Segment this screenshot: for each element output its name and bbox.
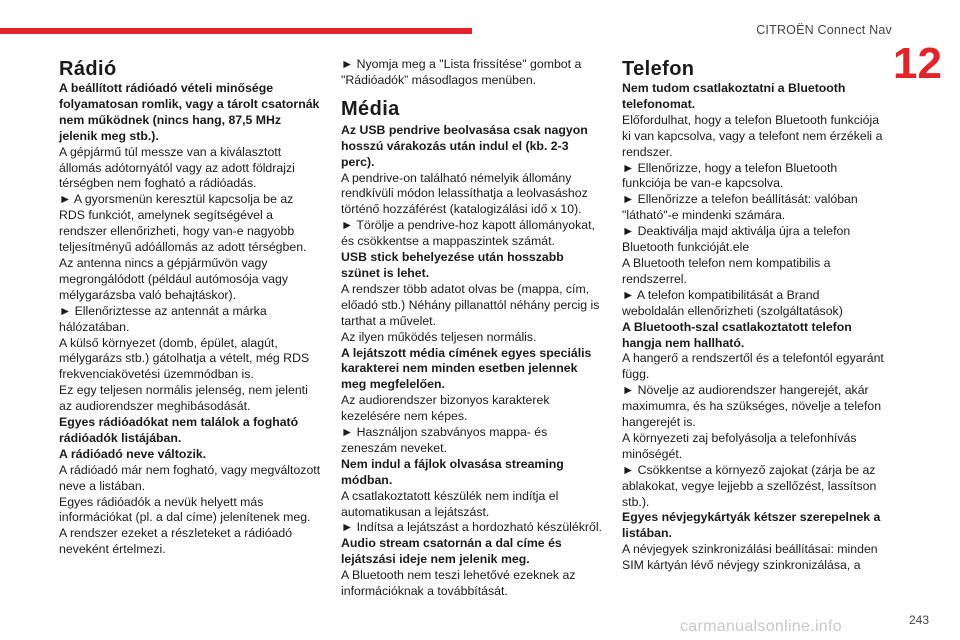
paragraph: A külső környezet (domb, épület, alagút, mélygarázs stb.) gátolhatja a vételt, még RDS frekvenciakövetési üzemmódban is. [59,335,310,382]
question-heading: A rádióadó neve változik. [59,446,207,461]
radio-content [59,81,321,558]
column-radio [59,57,321,558]
paragraph: ► A telefon kompatibilitását a Brand weboldalán ellenőrizheti (szolgáltatások) [622,287,843,318]
paragraph: A csatlakoztatott készülék nem indítja el automatikusan a lejátszást. [341,488,559,519]
paragraph: Ez egy teljesen normális jelenség, nem jelenti az audiorendszer meghibásodását. [59,383,308,414]
paragraph: A rendszer több adatot olvas be (mappa, cím, előadó stb.) Néhány pillanattól néhány percig is tarthat a művelet. [341,281,600,328]
paragraph: ► A gyorsmenün keresztül kapcsolja be az RDS funkciót, amelynek segítségével a rendszer ellenőrizheti, hogy van-e nagyobb teljesítményű adóállomás az adott térségben. [59,192,307,255]
media-content [341,123,603,600]
paragraph: A pendrive-on található némelyik állomány rendkívüli módon lelassíthatja a leolvasáshoz történő hozzáférést (katalogizálási idő x 10). [341,170,588,217]
question-heading: A Bluetooth-szal csatlakoztatott telefon hangja nem hallható. [622,319,852,350]
paragraph: A környezeti zaj befolyásolja a telefonhívás minőségét. [622,430,857,461]
question-heading: USB stick behelyezése után hosszabb szünet is lehet. [341,250,564,280]
paragraph: Az audiorendszer bizonyos karakterek kezelésére nem képes. [341,393,550,424]
section-heading-media: Média [341,97,400,120]
paragraph: A rendszer ezeket a részleteket a rádióadó neveként értelmezi. [59,526,293,557]
question-heading: Nem tudom csatlakoztatni a Bluetooth telefonomat. [622,81,846,111]
media-intro-step: ► Nyomja meg a "Lista frissítése" gombot a "Rádióadók” másodlagos menüben. [341,57,582,87]
column-phone [622,57,884,574]
section-heading-radio: Rádió [59,58,117,80]
paragraph: A gépjármű túl messze van a kiválasztott állomás adótornyától vagy az adott földrajzi térségben nem fogható a rádióadás. [59,144,295,191]
paragraph: ► Csökkentse a környező zajokat (zárja be az ablakokat, vegye lejjebb a szellőzést, lassítson stb.). [622,462,877,509]
header-accent-bar [0,28,472,34]
watermark: carmanualsonline.info [680,618,842,635]
question-heading: A lejátszott média címének egyes speciális karakterei nem minden esetben jelennek meg megfelelően. [341,345,592,392]
paragraph: ► Ellenőriztesse az antennát a márka hálózatában. [59,303,267,334]
paragraph: Az ilyen működés teljesen normális. [341,329,537,344]
page-number: 243 [908,613,929,627]
paragraph: A Bluetooth telefon nem kompatibilis a rendszerrel. [622,255,831,286]
paragraph: ► Törölje a pendrive-hoz kapott állományokat, és csökkentse a mappaszintek számát. [341,218,595,249]
question-heading: Egyes rádióadókat nem találok a fogható rádióadók listájában. [59,415,299,445]
question-heading: Audio stream csatornán a dal címe és lejátszási ideje nem jelenik meg. [341,536,562,567]
paragraph: Előfordulhat, hogy a telefon Bluetooth funkciója ki van kapcsolva, vagy a telefont nem érzékeli a rendszer. [622,112,883,159]
column-media [341,57,603,600]
paragraph: ► Deaktiválja majd aktiválja újra a telefon Bluetooth funkcióját.ele [622,224,851,255]
section-heading-phone: Telefon [622,58,695,80]
paragraph: A névjegyek szinkronizálási beállításai: minden SIM kártyán lévő névjegy szinkronizálása, a [622,542,878,573]
paragraph: Egyes rádióadók a nevük helyett más információkat (pl. a dal címe) jelenítenek meg. [59,494,311,525]
question-heading: Az USB pendrive beolvasása csak nagyon hosszú várakozás után indul el (kb. 2-3 perc). [341,122,588,169]
paragraph: ► Használjon szabványos mappa- és zeneszám neveket. [341,425,548,455]
paragraph: ► Indítsa a lejátszást a hordozható készülékről. [341,520,602,535]
chapter-number: 12 [893,39,942,88]
paragraph: Az antenna nincs a gépjárművön vagy megrongálódott (például autómosója vagy mélygarázsba való behajtáskor). [59,255,289,302]
paragraph: ► Ellenőrizze a telefon beállítását: valóban "látható"-e mindenki számára. [622,192,858,223]
paragraph: ► Ellenőrizze, hogy a telefon Bluetooth funkciója be van-e kapcsolva. [622,160,838,191]
paragraph: ► Növelje az audiorendszer hangerejét, akár maximumra, és ha szükséges, növelje a telefon hangerejét is. [622,383,882,430]
header-title: CITROËN Connect Nav [756,23,892,37]
phone-content [622,81,884,574]
question-heading: Egyes névjegykártyák kétszer szerepelnek a listában. [622,510,881,541]
paragraph: A rádióadó már nem fogható, vagy megváltozott neve a listában. [59,462,321,493]
question-heading: Nem indul a fájlok olvasása streaming módban. [341,456,564,487]
question-heading: A beállított rádióadó vételi minősége folyamatosan romlik, vagy a tárolt csatornák nem működnek (nincs hang, 87,5 MHz jelenik meg stb.). [59,81,320,143]
paragraph: A Bluetooth nem teszi lehetővé ezeknek az információknak a továbbítását. [341,568,576,599]
paragraph: A hangerő a rendszertől és a telefontól egyaránt függ. [622,351,884,382]
